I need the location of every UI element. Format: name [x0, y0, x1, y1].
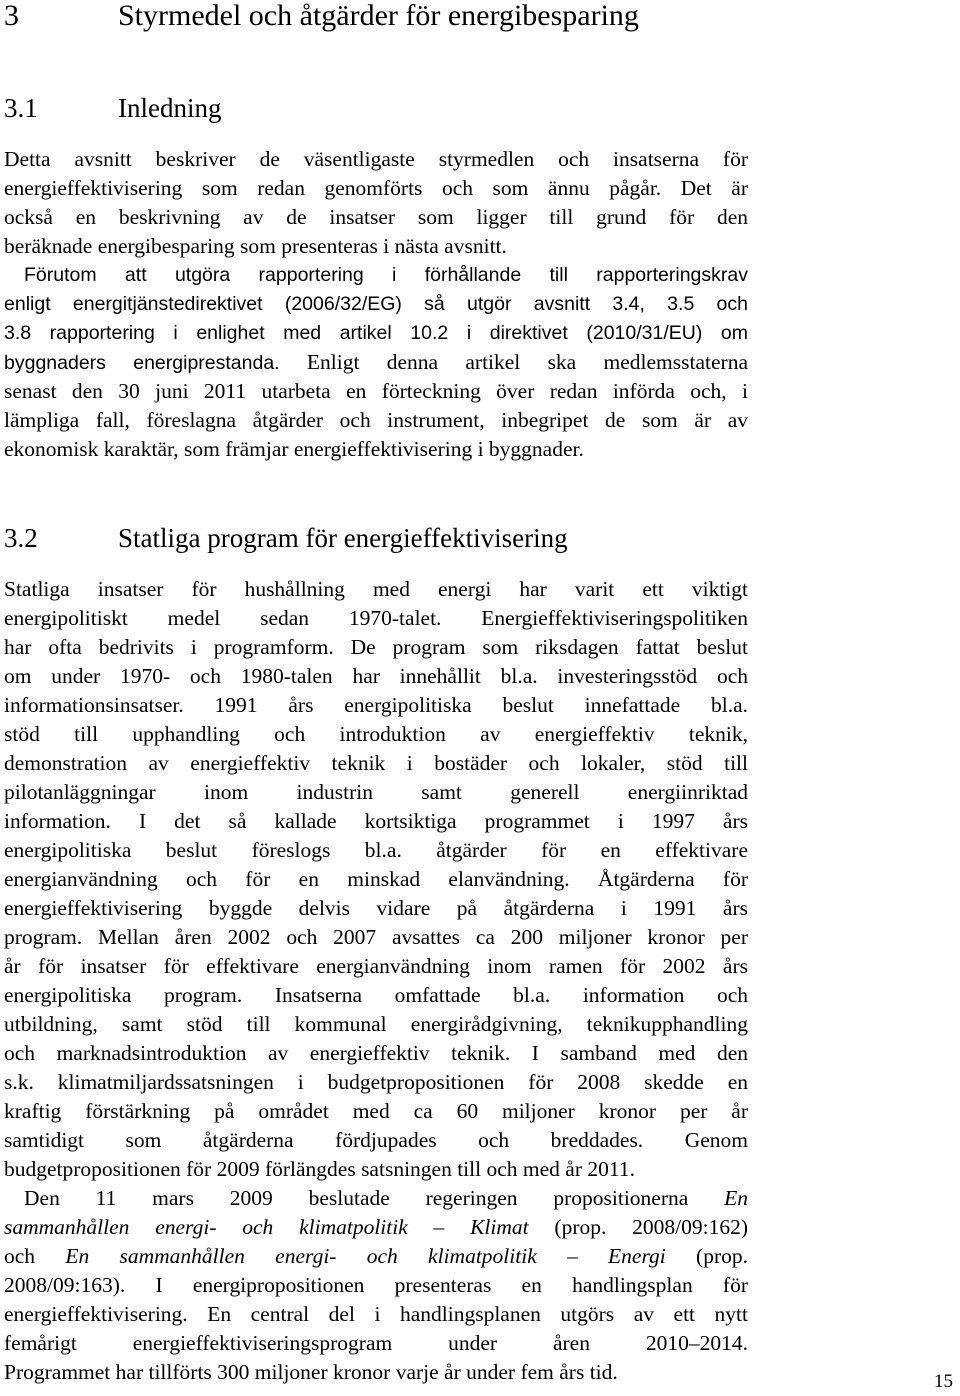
text-span: (prop. — [665, 1244, 748, 1268]
chapter-number: 3 — [4, 0, 19, 32]
text-line: energieffektivisering som redan genomförts och som ännu pågår. Det är — [4, 176, 748, 200]
text-line: 3.8 rapportering i enlighet med artikel 10.2 i direktivet (2010/31/EU) om — [4, 322, 748, 344]
text-line: enligt energitjänstedirektivet (2006/32/EG) så utgör avsnitt 3.4, 3.5 och — [4, 293, 748, 315]
text-line: energieffektivisering byggde delvis vidare på åtgärderna i 1991 års — [4, 896, 748, 920]
text-line: år för insatser för effektivare energianvändning inom ramen för 2002 års — [4, 954, 748, 978]
text-line: program. Mellan åren 2002 och 2007 avsattes ca 200 miljoner kronor per — [4, 925, 748, 949]
text-line: stöd till upphandling och introduktion av energieffektiv teknik, — [4, 722, 748, 746]
text-line-mixed — [24, 1184, 748, 1213]
text-line: och marknadsintroduktion av energieffektiv teknik. I samband med den — [4, 1041, 748, 1065]
chapter-title: Styrmedel och åtgärder för energibesparing — [118, 0, 639, 32]
section-title: Statliga program för energieffektivisering — [118, 523, 568, 553]
text-line: Förutom att utgöra rapportering i förhållande till rapporteringskrav — [24, 264, 748, 286]
text-line-mixed — [4, 1213, 748, 1242]
text-line: också en beskrivning av de insatser som ligger till grund för den — [4, 205, 748, 229]
section-number: 3.1 — [4, 93, 38, 123]
text-line: information. I det så kallade kortsiktiga programmet i 1997 års — [4, 809, 748, 833]
text-line: ekonomisk karaktär, som främjar energieffektivisering i byggnader. — [4, 437, 584, 461]
text-line: pilotanläggningar inom industrin samt generell energiinriktad — [4, 780, 748, 804]
section-heading-3-1 — [4, 90, 222, 126]
text-span: Den 11 mars 2009 beslutade regeringen propositionerna — [24, 1186, 725, 1210]
text-line: energipolitiska program. Insatserna omfattade bl.a. information och — [4, 983, 748, 1007]
text-line: s.k. klimatmiljardssatsningen i budgetpropositionen för 2008 skedde en — [4, 1070, 748, 1094]
text-span-italic: En sammanhållen energi- och klimatpolitik – Energi — [65, 1244, 666, 1268]
text-span: och — [4, 1244, 66, 1268]
text-line: har ofta bedrivits i programform. De program som riksdagen fattat beslut — [4, 635, 748, 659]
text-span: Enligt denna artikel ska medlemsstaterna — [279, 350, 748, 374]
text-line-mixed — [4, 348, 748, 377]
text-line: Programmet har tillförts 300 miljoner kronor varje år under fem års tid. — [4, 1360, 618, 1384]
section-number: 3.2 — [4, 523, 38, 553]
text-line: om under 1970- och 1980-talen har innehållit bl.a. investeringsstöd och — [4, 664, 748, 688]
section-heading-3-2 — [4, 520, 568, 556]
text-line: utbildning, samt stöd till kommunal energirådgivning, teknikupphandling — [4, 1012, 748, 1036]
text-line: beräknade energibesparing som presenteras i nästa avsnitt. — [4, 234, 507, 258]
text-line: energipolitiskt medel sedan 1970-talet. Energieffektiviseringspolitiken — [4, 606, 748, 630]
text-span-italic: En — [724, 1186, 748, 1210]
text-line: femårigt energieffektiviseringsprogram under åren 2010–2014. — [4, 1331, 748, 1355]
text-line: informationsinsatser. 1991 års energipolitiska beslut innefattade bl.a. — [4, 693, 748, 717]
text-line: 2008/09:163). I energipropositionen presenteras en handlingsplan för — [4, 1273, 748, 1297]
text-line: lämpliga fall, föreslagna åtgärder och instrument, inbegripet de som är av — [4, 408, 748, 432]
text-line: demonstration av energieffektiv teknik i bostäder och lokaler, stöd till — [4, 751, 748, 775]
text-line: kraftig förstärkning på området med ca 60 miljoner kronor per år — [4, 1099, 748, 1123]
text-line: Statliga insatser för hushållning med energi har varit ett viktigt — [4, 577, 748, 601]
text-line: budgetpropositionen för 2009 förlängdes satsningen till och med år 2011. — [4, 1157, 635, 1181]
page-number: 15 — [934, 1371, 953, 1392]
chapter-heading — [4, 0, 639, 36]
text-line: samtidigt som åtgärderna fördjupades och breddades. Genom — [4, 1128, 748, 1152]
text-line: energianvändning och för en minskad elanvändning. Åtgärderna för — [4, 867, 748, 891]
text-span: (prop. 2008/09:162) — [528, 1215, 748, 1239]
text-line: senast den 30 juni 2011 utarbeta en förteckning över redan införda och, i — [4, 379, 748, 403]
text-line: energieffektivisering. En central del i handlingsplanen utgörs av ett nytt — [4, 1302, 748, 1326]
text-line-mixed — [4, 1242, 748, 1271]
text-span: byggnaders energiprestanda. — [4, 352, 280, 374]
section-title: Inledning — [118, 93, 222, 123]
text-line: Detta avsnitt beskriver de väsentligaste styrmedlen och insatserna för — [4, 147, 748, 171]
text-span-italic: sammanhållen energi- och klimatpolitik – Klimat — [4, 1215, 529, 1239]
text-line: energipolitiska beslut föreslogs bl.a. åtgärder för en effektivare — [4, 838, 748, 862]
